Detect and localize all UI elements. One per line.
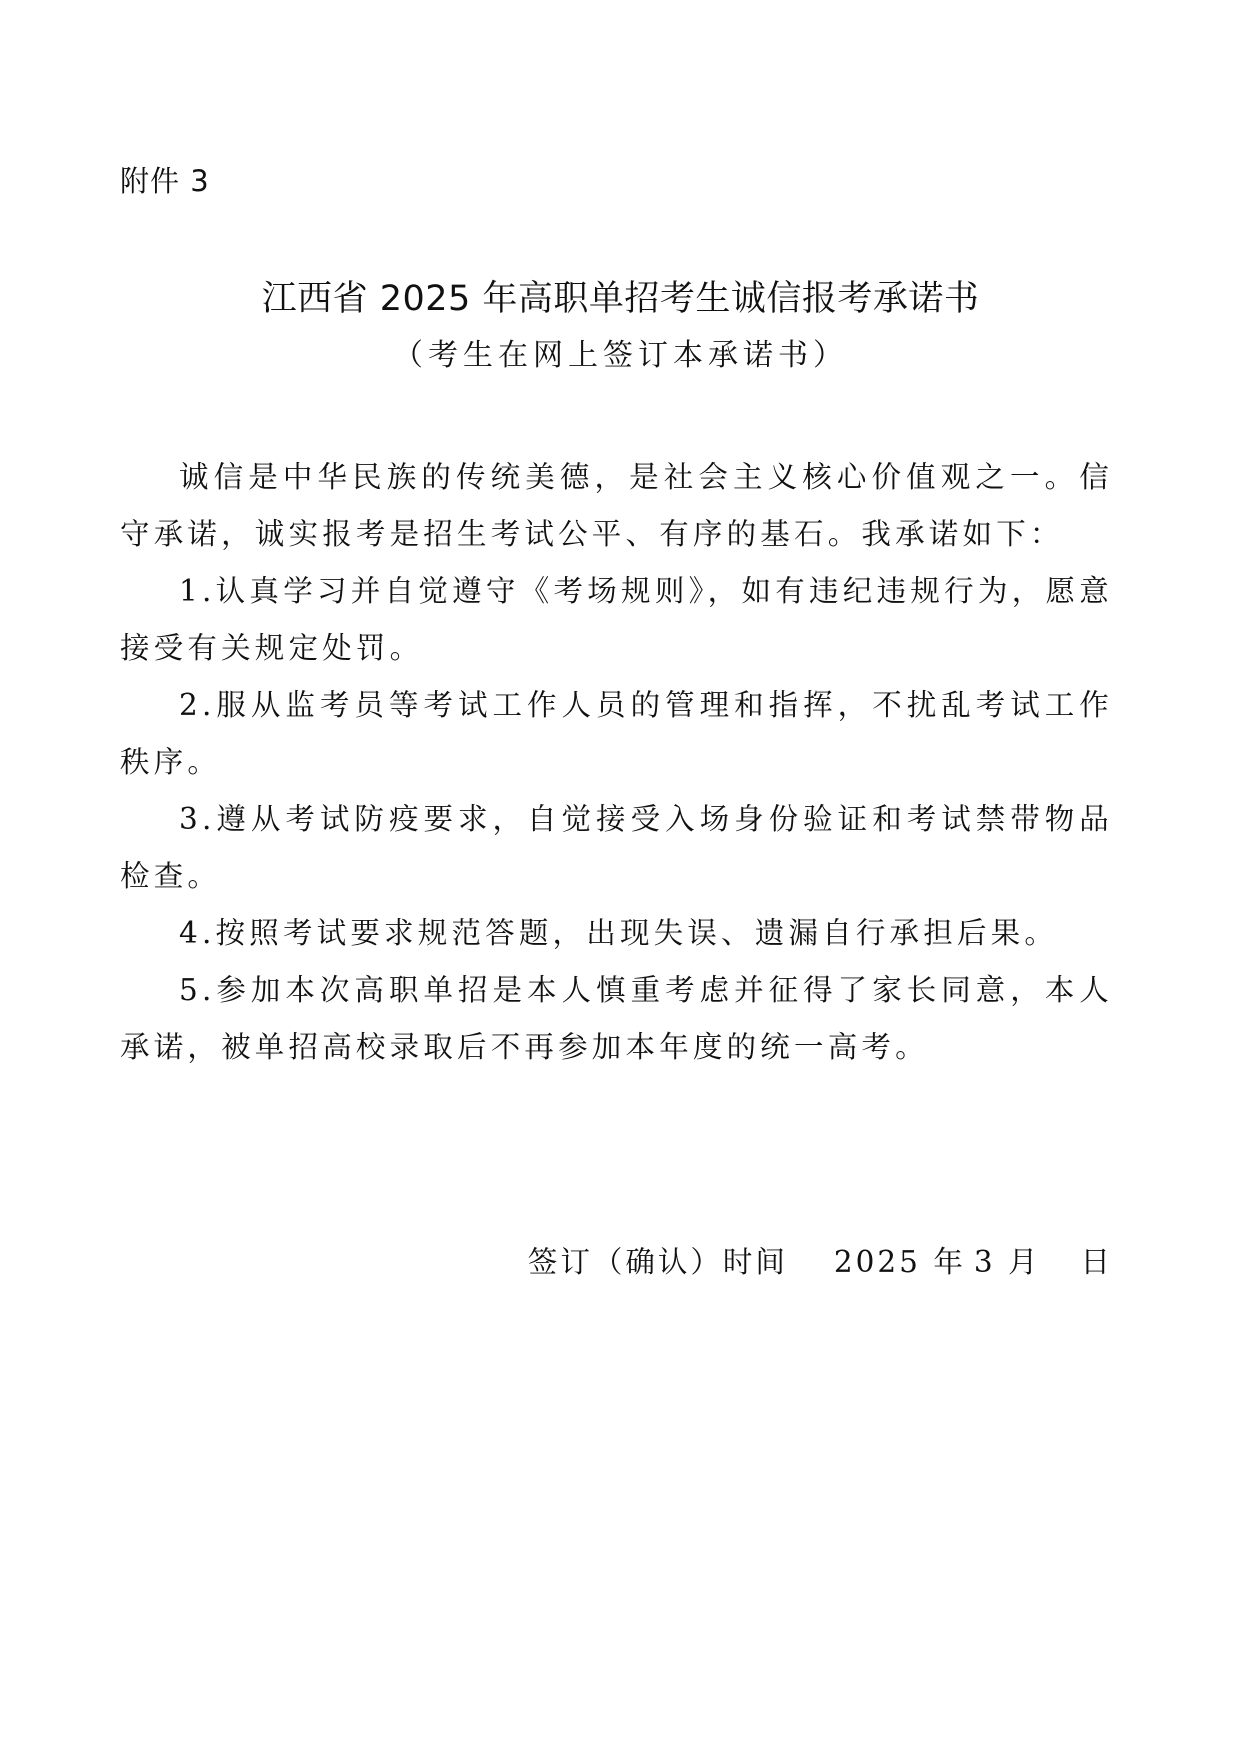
commitment-item-5: 5.参加本次高职单招是本人慎重考虑并征得了家长同意，本人承诺，被单招高校录取后不再参加本年度的统一高考。: [120, 973, 1113, 1064]
commitment-item-3: 3.遵从考试防疫要求，自觉接受入场身份验证和考试禁带物品检查。: [120, 802, 1113, 893]
signature-month: 3 月: [973, 1245, 1041, 1279]
signature-date-line: [528, 1242, 1113, 1282]
document-subtitle: （考生在网上签订本承诺书）: [393, 338, 848, 373]
commitment-item-2: 2.服从监考员等考试工作人员的管理和指挥，不扰乱考试工作秩序。: [120, 688, 1113, 779]
signature-year: 2025 年: [833, 1245, 966, 1279]
document-title: 江西省 2025 年高职单招考生诚信报考承诺书: [261, 279, 980, 319]
signature-label: 签订（确认）时间: [527, 1245, 788, 1279]
attachment-label: 附件 3: [120, 164, 210, 198]
signature-day: 日: [1080, 1245, 1113, 1279]
intro-paragraph: 诚信是中华民族的传统美德，是社会主义核心价值观之一。信守承诺，诚实报考是招生考试公平、有序的基石。我承诺如下：: [120, 460, 1113, 551]
commitment-item-4: 4.按照考试要求规范答题，出现失误、遗漏自行承担后果。: [179, 916, 1059, 950]
commitment-item-1: 1.认真学习并自觉遵守《考场规则》，如有违纪违规行为，愿意接受有关规定处罚。: [120, 574, 1113, 665]
document-body: [120, 449, 1113, 1076]
